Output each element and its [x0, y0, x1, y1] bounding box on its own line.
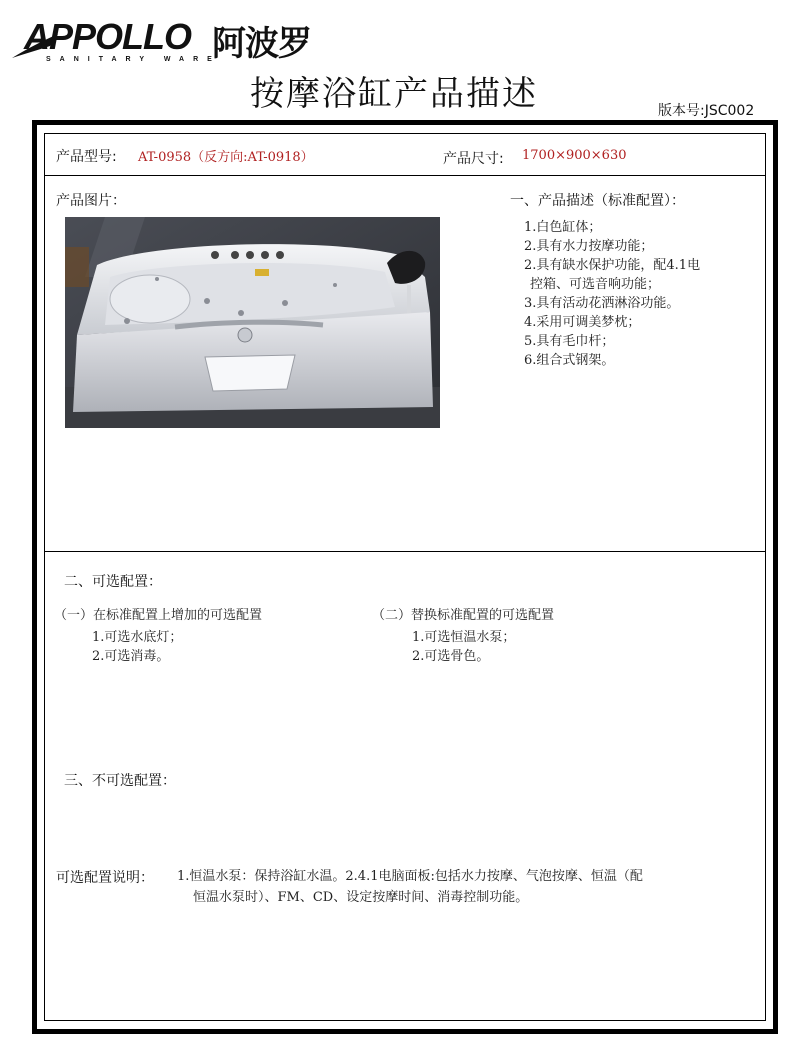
notes-line-2: 恒温水泵时）、FM、CD、设定按摩时间、消毒控制功能。 — [193, 890, 529, 905]
bathtub-photo — [65, 217, 440, 428]
model-value: AT-0958（反方向:AT-0918） — [138, 150, 314, 165]
optional-group-a-list — [92, 628, 182, 666]
optional-b-item-1: 1.可选恒温水泵； — [412, 630, 516, 645]
standard-item-7: 6.组合式钢架。 — [524, 353, 615, 368]
notes-body — [177, 866, 757, 908]
optional-config-heading: 二、可选配置： — [64, 574, 162, 590]
optional-a-item-2: 2.可选消毒。 — [92, 649, 170, 664]
brand-latin: APPOLLO — [24, 16, 192, 57]
document-title: 按摩浴缸产品描述 — [250, 74, 538, 114]
notes-label: 可选配置说明： — [56, 870, 154, 886]
standard-item-6: 5.具有毛巾杆； — [524, 334, 615, 349]
divider-section — [44, 551, 766, 552]
brand-tagline: SANITARY WARE — [46, 56, 221, 63]
standard-item-1: 1.白色缸体； — [524, 220, 602, 235]
standard-config-heading: 一、产品描述（标准配置）： — [510, 193, 685, 209]
size-value: 1700×900×630 — [522, 148, 627, 163]
brand-logo — [10, 10, 350, 72]
version-number: 版本号:JSC002 — [658, 103, 755, 119]
standard-item-2: 2.具有水力按摩功能； — [524, 239, 654, 254]
non-optional-heading: 三、不可选配置： — [64, 773, 176, 789]
optional-group-b-list — [412, 628, 515, 666]
standard-config-list — [524, 218, 700, 370]
photo-label: 产品图片： — [56, 193, 126, 209]
standard-item-4: 3.具有活动花洒淋浴功能。 — [524, 296, 680, 311]
divider-header — [44, 175, 766, 176]
optional-group-b-title: （二）替换标准配置的可选配置 — [372, 608, 555, 623]
model-label: 产品型号: — [56, 149, 117, 165]
optional-group-a-title: （一）在标准配置上增加的可选配置 — [54, 608, 263, 623]
standard-item-5: 4.采用可调美梦枕； — [524, 315, 641, 330]
standard-item-3: 2.具有缺水保护功能，配4.1电 — [524, 258, 701, 273]
notes-line-1: 1.恒温水泵：保持浴缸水温。2.4.1电脑面板:包括水力按摩、气泡按摩、恒温（配 — [177, 869, 643, 884]
brand-chinese: 阿波罗 — [212, 24, 311, 64]
optional-a-item-1: 1.可选水底灯； — [92, 630, 183, 645]
standard-item-3-continued: 控箱、可选音响功能； — [530, 277, 661, 292]
optional-b-item-2: 2.可选骨色。 — [412, 649, 490, 664]
size-label: 产品尺寸: — [443, 151, 504, 167]
